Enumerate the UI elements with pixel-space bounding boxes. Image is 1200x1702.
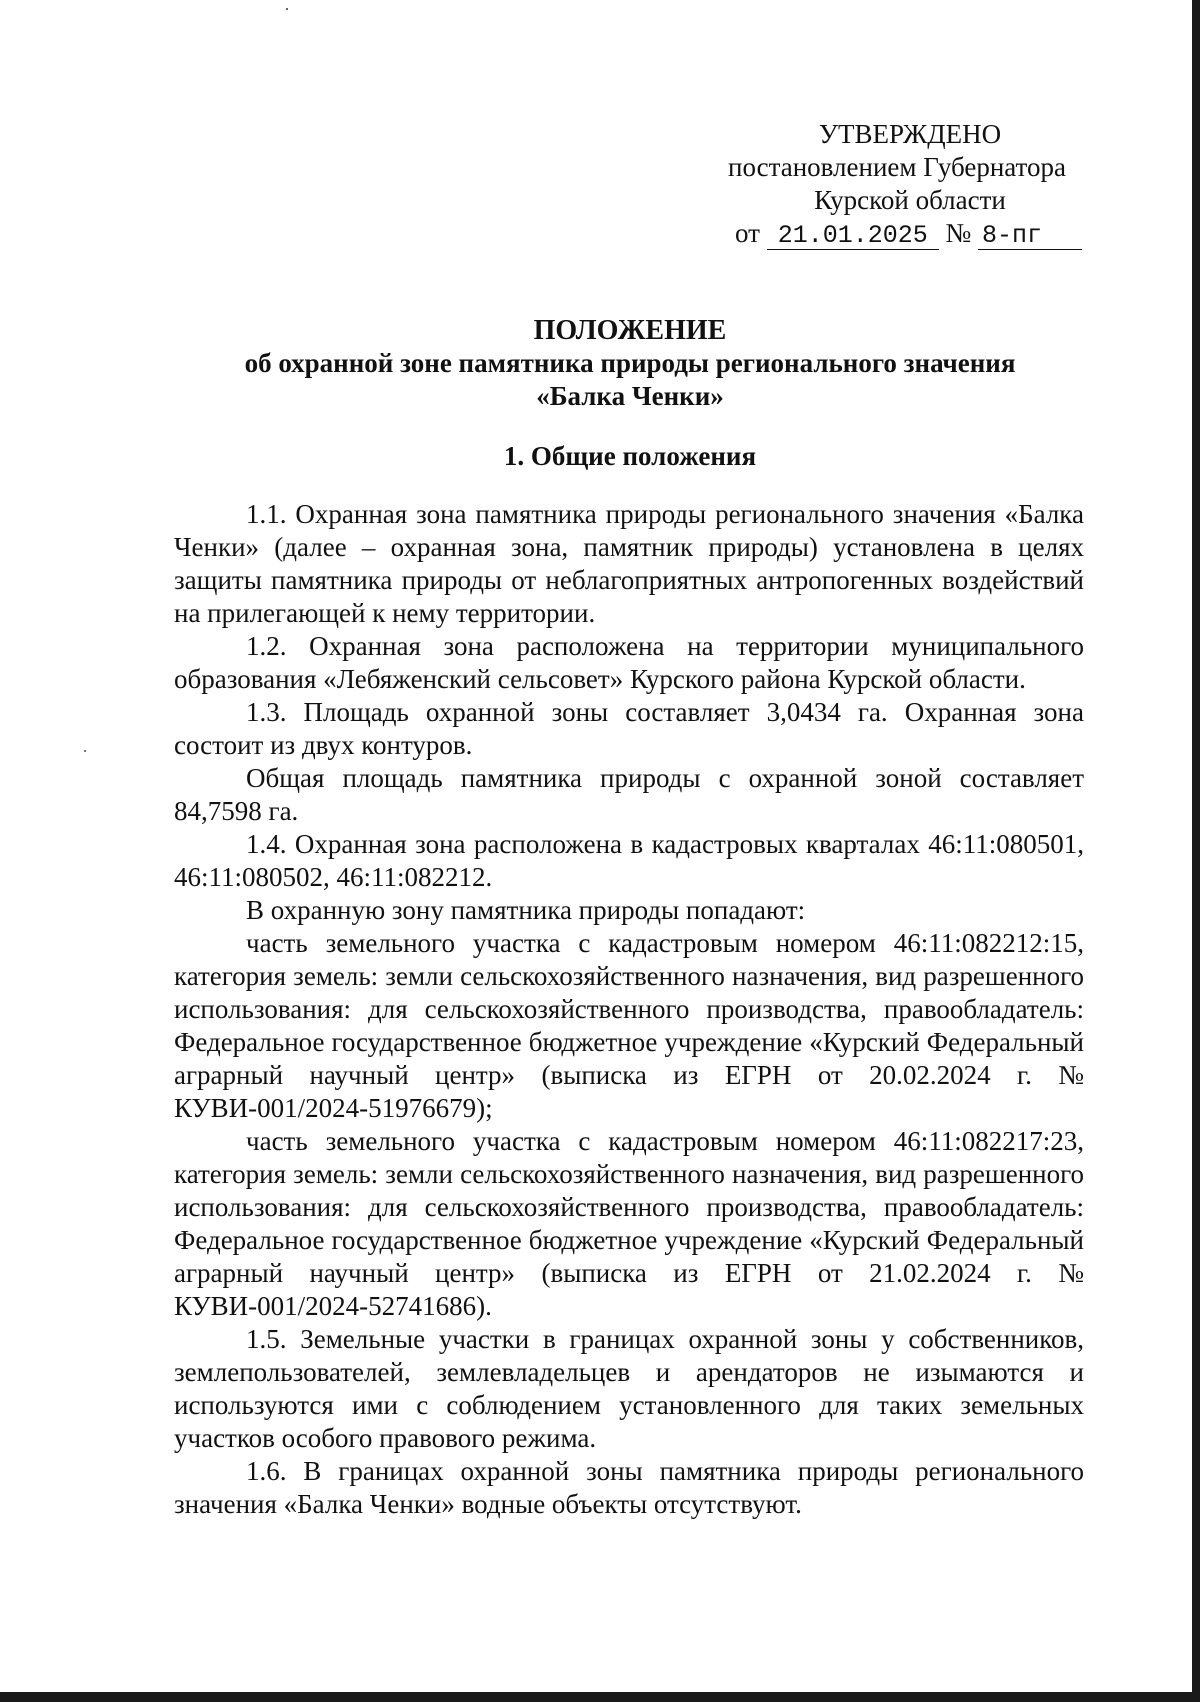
approval-region: Курской области (814, 185, 1006, 215)
paragraph-1-2: 1.2. Охранная зона расположена на территории муниципального образования «Лебяженский сельсовет» Курского района Курской области. (174, 631, 1084, 694)
approval-date-number (700, 217, 1120, 250)
section-body (174, 498, 1084, 1521)
section-heading: 1. Общие положения (503, 441, 757, 471)
paragraph-1-5: 1.5. Земельные участки в границах охранной зоны у собственников, землепользователей, землевладельцев и арендаторов не изымаются и используются ими с соблюдением установленного для таких земельных участков особого правового режима. (174, 1324, 1084, 1453)
number-prefix: № (945, 218, 972, 248)
approval-heading: УТВЕРЖДЕНО (818, 119, 1002, 149)
title-subtitle-line-2: «Балка Ченки» (536, 381, 724, 411)
title-subtitle-line-1: об охранной зоне памятника природы регионального значения (244, 348, 1016, 378)
scan-border-right (1192, 0, 1200, 1702)
scan-speck (286, 8, 288, 10)
approval-issuer: постановлением Губернатора (728, 152, 1066, 182)
paragraph-parcel-2: часть земельного участка с кадастровым номером 46:11:082217:23, категория земель: земли сельскохозяйственного назначения, вид разрешенного использования: для сельскохозяйственного производства, правообладатель: Федеральное государственное бюджетное учреждение «Курский Федеральный аграрный научный центр» (выписка из ЕГРН от 21.02.2024 г. № КУВИ-001/2024-52741686). (174, 1126, 1084, 1321)
paragraph-1-6: 1.6. В границах охранной зоны памятника природы регионального значения «Балка Ченки» водные объекты отсутствуют. (174, 1456, 1084, 1519)
decree-date: 21.01.2025 (767, 223, 939, 250)
paragraph-parcel-1: часть земельного участка с кадастровым номером 46:11:082212:15, категория земель: земли сельскохозяйственного назначения, вид разрешенного использования: для сельскохозяйственного производства, правообладатель: Федеральное государственное бюджетное учреждение «Курский Федеральный аграрный научный центр» (выписка из ЕГРН от 20.02.2024 г. № КУВИ-001/2024-51976679); (174, 928, 1084, 1123)
paragraph-1-4: 1.4. Охранная зона расположена в кадастровых кварталах 46:11:080501, 46:11:080502, 46:11:082212. (174, 829, 1084, 892)
date-prefix: от (735, 218, 760, 248)
document-title (120, 314, 1140, 413)
approval-stamp-block (700, 118, 1120, 250)
paragraph-1-3: 1.3. Площадь охранной зоны составляет 3,0434 га. Охранная зона состоит из двух контуров. (174, 697, 1084, 760)
paragraph-total-area: Общая площадь памятника природы с охранной зоной составляет 84,7598 га. (174, 763, 1084, 826)
scan-border-bottom (0, 1692, 1200, 1702)
title-main: ПОЛОЖЕНИЕ (533, 315, 727, 346)
paragraph-1-1: 1.1. Охранная зона памятника природы регионального значения «Балка Ченки» (далее – охранная зона, памятник природы) установлена в целях защиты памятника природы от неблагоприятных антропогенных воздействий на прилегающей к нему территории. (174, 499, 1084, 628)
scan-speck (84, 750, 86, 752)
decree-number: 8-пг (978, 223, 1082, 250)
paragraph-included-intro: В охранную зону памятника природы попадают: (246, 895, 806, 925)
